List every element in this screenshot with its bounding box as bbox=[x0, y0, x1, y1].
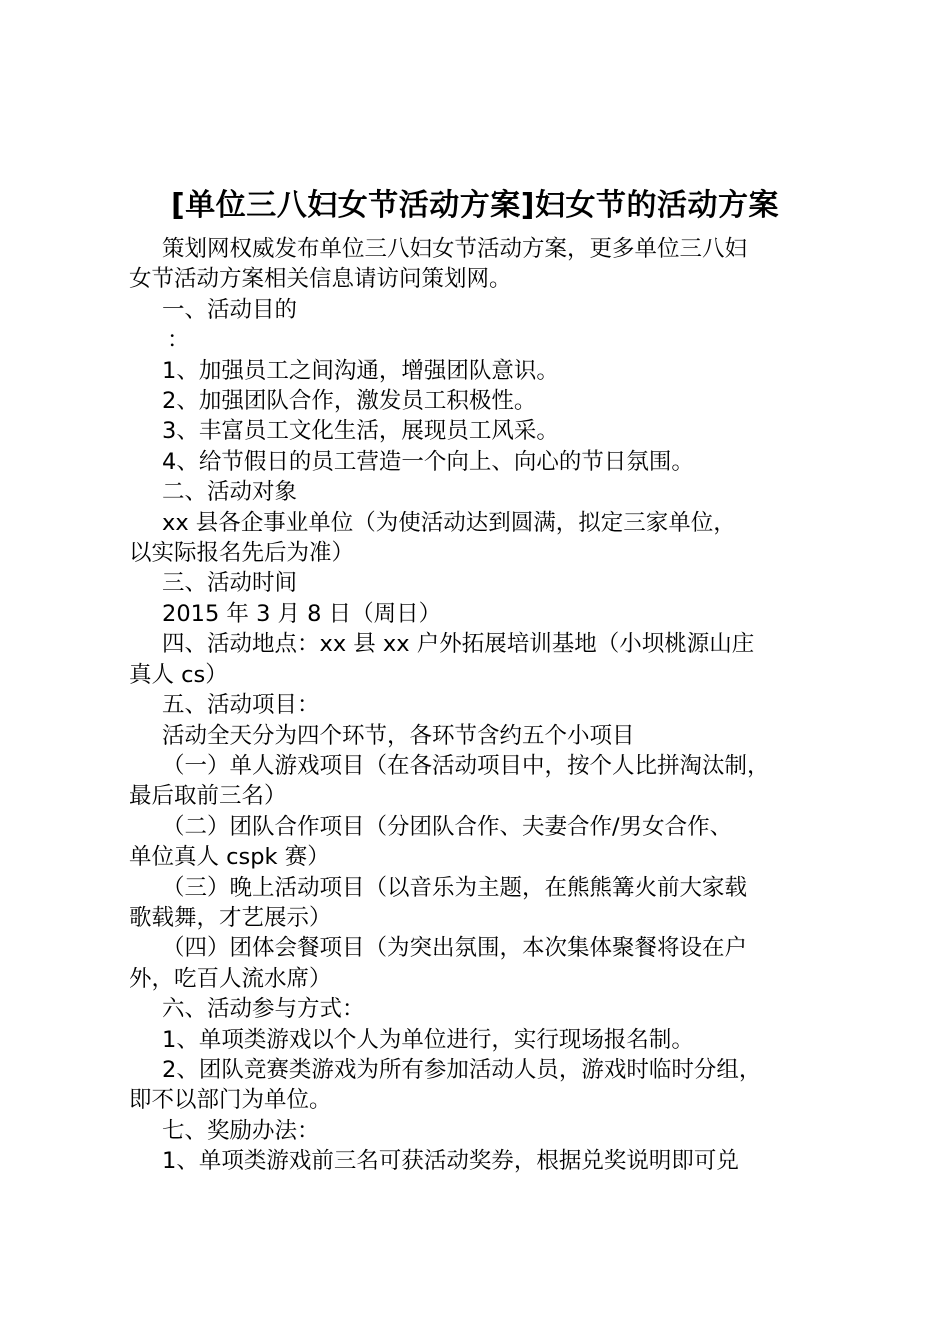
paragraph-line: 真人 cs） bbox=[129, 661, 228, 688]
section-heading: 四、活动地点：xx 县 xx 户外拓展培训基地（小坝桃源山庄 bbox=[162, 631, 755, 658]
list-item: 1、单项类游戏前三名可获活动奖券，根据兑奖说明即可兑 bbox=[162, 1148, 739, 1175]
paragraph-line: 以实际报名先后为准） bbox=[129, 540, 355, 567]
section-heading: 六、活动参与方式： bbox=[162, 996, 365, 1023]
paragraph-line: xx 县各企事业单位（为使活动达到圆满，拟定三家单位， bbox=[162, 509, 736, 536]
list-item: （四）团体会餐项目（为突出氛围，本次集体聚餐将设在户 bbox=[162, 935, 748, 962]
paragraph-line: 歌载舞，才艺展示） bbox=[129, 904, 332, 931]
list-item: 2、加强团队合作，激发员工积极性。 bbox=[162, 388, 537, 415]
paragraph-line: 活动全天分为四个环节，各环节含约五个小项目 bbox=[162, 722, 635, 749]
paragraph-line: 即不以部门为单位。 bbox=[129, 1087, 332, 1114]
section-heading: 二、活动对象 bbox=[162, 479, 298, 506]
list-item: 2、团队竞赛类游戏为所有参加活动人员，游戏时临时分组， bbox=[162, 1056, 762, 1083]
list-item: （二）团队合作项目（分团队合作、夫妻合作/男女合作、 bbox=[162, 813, 733, 840]
document-title: [单位三八妇女节活动方案]妇女节的活动方案 bbox=[171, 188, 779, 223]
section-heading: 五、活动项目： bbox=[162, 692, 320, 719]
list-item: 4、给节假日的员工营造一个向上、向心的节日氛围。 bbox=[162, 448, 694, 475]
section-heading: 一、活动目的 bbox=[162, 296, 298, 323]
paragraph-line: 2015 年 3 月 8 日（周日） bbox=[162, 600, 442, 627]
paragraph-line: ： bbox=[167, 327, 190, 354]
list-item: 3、丰富员工文化生活，展现员工风采。 bbox=[162, 418, 559, 445]
list-item: 1、单项类游戏以个人为单位进行，实行现场报名制。 bbox=[162, 1026, 694, 1053]
section-heading: 七、奖励办法： bbox=[162, 1117, 320, 1144]
paragraph-line: 单位真人 cspk 赛） bbox=[129, 844, 330, 871]
paragraph-line: 女节活动方案相关信息请访问策划网。 bbox=[129, 266, 512, 293]
section-heading: 三、活动时间 bbox=[162, 570, 298, 597]
paragraph-line: 外，吃百人流水席） bbox=[129, 965, 332, 992]
list-item: 1、加强员工之间沟通，增强团队意识。 bbox=[162, 357, 559, 384]
document-body bbox=[129, 234, 829, 1177]
list-item: （三）晚上活动项目（以音乐为主题，在熊熊篝火前大家载 bbox=[162, 874, 748, 901]
paragraph-line: 策划网权威发布单位三八妇女节活动方案，更多单位三八妇 bbox=[162, 236, 748, 262]
list-item: （一）单人游戏项目（在各活动项目中，按个人比拼淘汰制， bbox=[162, 752, 770, 779]
paragraph-line: 最后取前三名） bbox=[129, 783, 287, 810]
